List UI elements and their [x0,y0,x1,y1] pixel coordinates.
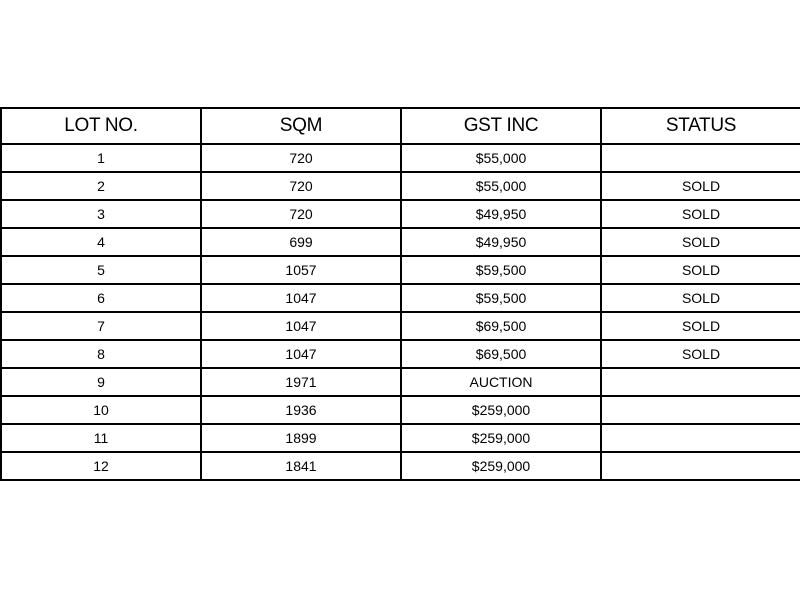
column-header-status: STATUS [601,108,800,144]
lot-no-cell: 1 [1,144,201,172]
lot-no-cell: 5 [1,256,201,284]
price-cell: $49,950 [401,200,601,228]
sqm-cell: 720 [201,200,401,228]
sqm-cell: 1057 [201,256,401,284]
price-cell: $55,000 [401,144,601,172]
lot-no-cell: 2 [1,172,201,200]
price-cell: $59,500 [401,284,601,312]
status-cell: SOLD [601,312,800,340]
lot-no-cell: 8 [1,340,201,368]
price-cell: $69,500 [401,312,601,340]
table-row [1,396,800,424]
status-cell: SOLD [601,284,800,312]
table-row [1,172,800,200]
price-cell: $55,000 [401,172,601,200]
lot-no-cell: 10 [1,396,201,424]
table-row [1,144,800,172]
column-header-lot-no: LOT NO. [1,108,201,144]
table-row [1,200,800,228]
lot-no-cell: 9 [1,368,201,396]
sqm-cell: 1047 [201,340,401,368]
lot-no-cell: 11 [1,424,201,452]
sqm-cell: 699 [201,228,401,256]
sqm-cell: 1047 [201,284,401,312]
price-cell: $259,000 [401,396,601,424]
price-cell: $49,950 [401,228,601,256]
table-row [1,312,800,340]
table-row [1,284,800,312]
price-cell: $59,500 [401,256,601,284]
status-cell [601,368,800,396]
sqm-cell: 1971 [201,368,401,396]
price-cell: AUCTION [401,368,601,396]
sqm-cell: 1899 [201,424,401,452]
sqm-cell: 1936 [201,396,401,424]
table-row [1,452,800,480]
status-cell [601,452,800,480]
table-body [1,144,800,480]
status-cell [601,424,800,452]
sqm-cell: 1841 [201,452,401,480]
price-cell: $69,500 [401,340,601,368]
sqm-cell: 720 [201,144,401,172]
status-cell [601,144,800,172]
lot-no-cell: 7 [1,312,201,340]
status-cell [601,396,800,424]
status-cell: SOLD [601,172,800,200]
lot-no-cell: 12 [1,452,201,480]
lot-no-cell: 6 [1,284,201,312]
header-row [1,108,800,144]
table-row [1,340,800,368]
status-cell: SOLD [601,200,800,228]
column-header-gst-inc: GST INC [401,108,601,144]
table-row [1,228,800,256]
price-cell: $259,000 [401,424,601,452]
price-cell: $259,000 [401,452,601,480]
lot-no-cell: 3 [1,200,201,228]
status-cell: SOLD [601,228,800,256]
sqm-cell: 720 [201,172,401,200]
table-row [1,368,800,396]
column-header-sqm: SQM [201,108,401,144]
table-row [1,256,800,284]
table-row [1,424,800,452]
sqm-cell: 1047 [201,312,401,340]
lot-no-cell: 4 [1,228,201,256]
status-cell: SOLD [601,256,800,284]
status-cell: SOLD [601,340,800,368]
lot-price-list [0,107,800,481]
lots-table [0,107,800,481]
